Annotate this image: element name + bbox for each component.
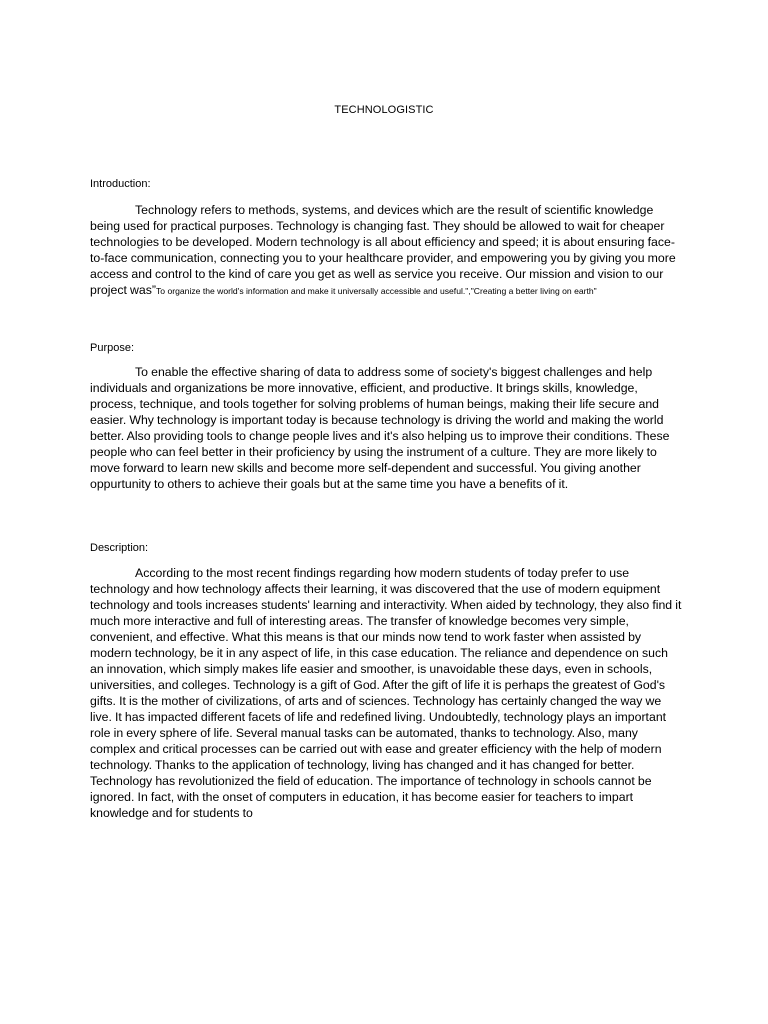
introduction-heading: Introduction: xyxy=(90,178,151,190)
description-heading: Description: xyxy=(90,542,149,554)
mission-quote: To organize the world's information and make it universally accessible and useful.","Creating a better living on earth" xyxy=(156,286,597,296)
introduction-body: Technology refers to methods, systems, and devices which are the result of scientific knowledge being used for practical purposes. Technology is changing fast. They should be allowed to wait for cheaper technologies to be developed. Modern technology is all about efficiency and speed; it is about ensuring face-to-face communication, connecting you to your healthcare provider, and empowering you by giving you more access and control to the kind of care you get as well as service you receive. Our mission and vision to our project was” xyxy=(90,203,676,297)
introduction-paragraph xyxy=(90,202,684,299)
purpose-paragraph: To enable the effective sharing of data to address some of society's biggest challenges and help individuals and organizations be more innovative, efficient, and productive. It brings skills, knowledge, process, technique, and tools together for solving problems of human beings, making their life secure and easier. Why technology is important today is because technology is driving the world and making the world better. Also providing tools to change people lives and it's also helping us to improve their conditions. These people who can feel better in their proficiency by using the instrument of a culture. They are more likely to move forward to learn new skills and become more self-dependent and successful. You giving another oppurtunity to others to achieve their goals but at the same time you have a benefits of it. xyxy=(90,365,670,491)
document-title: TECHNOLOGISTIC xyxy=(334,104,434,116)
purpose-heading: Purpose: xyxy=(90,342,135,354)
description-paragraph: According to the most recent findings regarding how modern students of today prefer to use technology and how technology affects their learning, it was discovered that the use of modern equipment technology and tools increases students' learning and interactivity. When aided by technology, they also find it much more interactive and full of interesting areas. The transfer of knowledge becomes very simple, convenient, and effective. What this means is that our minds now tend to work faster when assisted by modern technology, be it in any aspect of life, in this case education. The reliance and dependence on such an innovation, which simply makes life easier and smoother, is unavoidable these days, even in schools, universities, and colleges. Technology is a gift of God. After the gift of life it is perhaps the greatest of God's gifts. It is the mother of civilizations, of arts and of sciences. Technology has certainly changed the way we live. It has impacted different facets of life and redefined living. Undoubtedly, technology plays an important role in every sphere of life. Several manual tasks can be automated, thanks to technology. Also, many complex and critical processes can be carried out with ease and greater efficiency with the help of modern technology. Thanks to the application of technology, living has changed and it has changed for better. Technology has revolutionized the field of education. The importance of technology in schools cannot be ignored. In fact, with the onset of computers in education, it has become easier for teachers to impart knowledge and for students to xyxy=(90,566,682,820)
